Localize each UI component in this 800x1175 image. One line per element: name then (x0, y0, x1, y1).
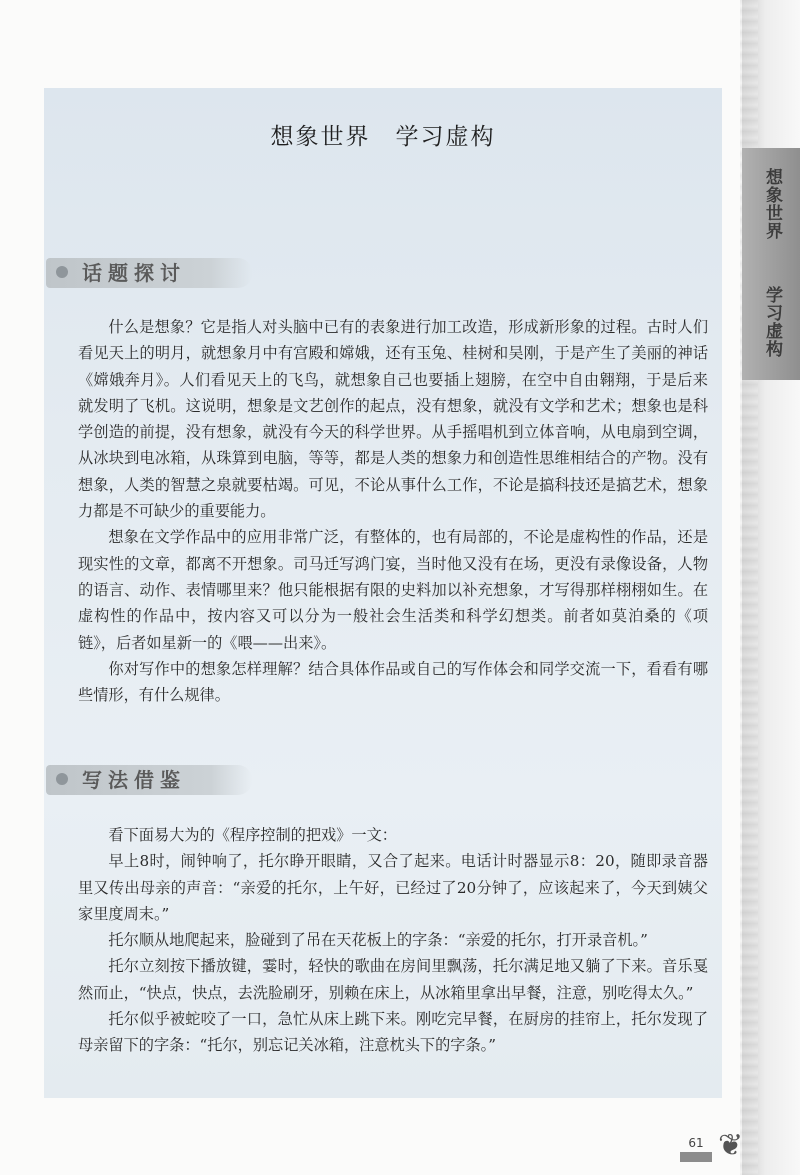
section-label-writing-reference (46, 765, 252, 795)
page-title: 想象世界 学习虚构 (270, 124, 496, 150)
paragraph: 想象在文学作品中的应用非常广泛，有整体的，也有局部的，不论是虚构性的作品，还是现实性的文章，都离不开想象。司马迁写鸿门宴，当时他又没有在场，更没有录像设备，人物的语言、动作、表情哪里来？他只能根据有限的史料加以补充想象，才写得那样栩栩如生。在虚构性的作品中，按内容又可以分为一般社会生活类和科学幻想类。前者如莫泊桑的《项链》，后者如星新一的《喂——出来》。 (78, 528, 708, 652)
paragraph: 你对写作中的想象怎样理解？结合具体作品或自己的写作体会和同学交流一下，看看有哪些情形，有什么规律。 (78, 659, 708, 705)
page-number-bar (680, 1152, 712, 1162)
story-paragraph: 托尔顺从地爬起来，脸碰到了吊在天花板上的字条：“亲爱的托尔，打开录音机。” (108, 931, 648, 950)
story-paragraph: 早上8时，闹钟响了，托尔睁开眼睛，又合了起来。电话计时器显示8：20，随即录音器里又传出母亲的声音：“亲爱的托尔，上午好，已经过了20分钟了，应该起来了，今天到姨父家里度周末。” (78, 852, 708, 923)
section-label-topic-discussion (46, 258, 252, 288)
story-paragraph: 托尔似乎被蛇咬了一口，急忙从床上跳下来。刚吃完早餐，在厨房的挂帘上，托尔发现了母亲留下的字条：“托尔，别忘记关冰箱，注意枕头下的字条。” (78, 1010, 708, 1055)
side-tab-title-line1: 想象世界 (762, 168, 782, 240)
corner-ornament-icon: ❦ (718, 1128, 744, 1163)
writing-reference-body (78, 822, 708, 1059)
bullet-icon (56, 773, 68, 785)
section-label-text: 话题探讨 (82, 261, 186, 285)
section-label-text: 写法借鉴 (82, 768, 186, 792)
reference-lead: 看下面易大为的《程序控制的把戏》一文： (108, 826, 397, 844)
page-number: 61 (688, 1136, 704, 1150)
topic-discussion-body (78, 314, 708, 708)
side-tab-title-line2: 学习虚构 (762, 286, 782, 358)
story-paragraph: 托尔立刻按下播放键，霎时，轻快的歌曲在房间里飘荡，托尔满足地又躺了下来。音乐戛然而止，“快点，快点，去洗脸刷牙，别赖在床上，从冰箱里拿出早餐，注意，别吃得太久。” (78, 957, 708, 1002)
bullet-icon (56, 266, 68, 278)
paragraph: 什么是想象？它是指人对头脑中已有的表象进行加工改造，形成新形象的过程。古时人们看见天上的明月，就想象月中有宫殿和嫦娥，还有玉兔、桂树和吴刚，于是产生了美丽的神话《嫦娥奔月》。人们看见天上的飞鸟，就想象自己也要插上翅膀，在空中自由翱翔，于是后来就发明了飞机。这说明，想象是文艺创作的起点，没有想象，就没有文学和艺术；想象也是科学创造的前提，没有想象，就没有今天的科学世界。从手摇唱机到立体音响，从电扇到空调，从冰块到电冰箱，从珠算到电脑，等等，都是人类的想象力和创造性思维相结合的产物。没有想象，人类的智慧之泉就要枯竭。可见，不论从事什么工作，不论是搞科技还是搞艺术，想象力都是不可缺少的重要能力。 (78, 318, 708, 521)
